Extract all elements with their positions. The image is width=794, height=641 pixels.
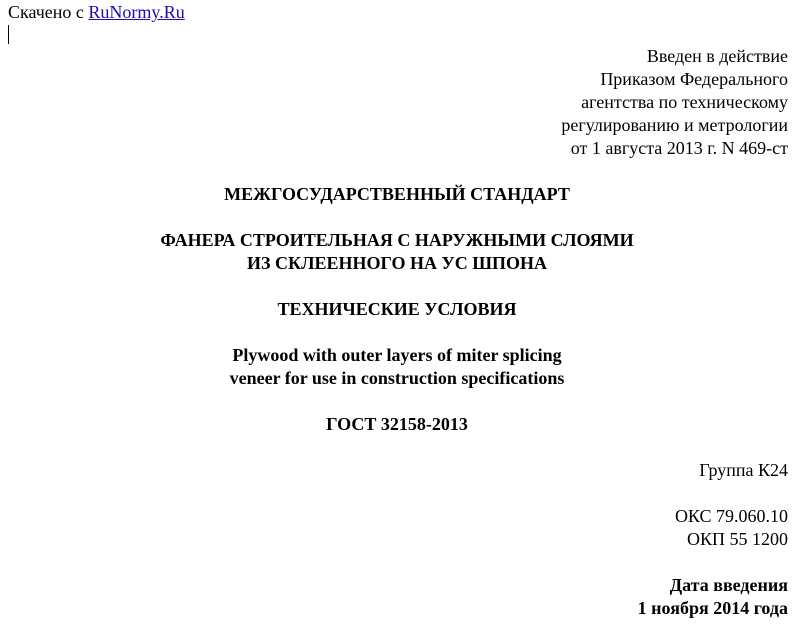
enactment-block: [561, 45, 788, 160]
text-cursor: [8, 25, 9, 44]
download-prefix: Скачено с: [8, 2, 89, 22]
document-subtitle: ТЕХНИЧЕСКИЕ УСЛОВИЯ: [277, 299, 517, 319]
document-title-line1: ФАНЕРА СТРОИТЕЛЬНАЯ С НАРУЖНЫМИ СЛОЯМИ: [160, 230, 634, 250]
enactment-line: агентства по техническому: [581, 92, 788, 112]
download-source-line: [8, 2, 185, 22]
standard-type: МЕЖГОСУДАРСТВЕННЫЙ СТАНДАРТ: [224, 184, 570, 204]
okp-code: ОКП 55 1200: [686, 529, 788, 549]
standard-code: ГОСТ 32158-2013: [326, 414, 468, 434]
enactment-line: Введен в действие: [646, 46, 788, 66]
source-link[interactable]: RuNormy.Ru: [88, 2, 185, 22]
enactment-line: от 1 августа 2013 г. N 469-ст: [570, 138, 788, 158]
effective-date-label: Дата введения: [669, 575, 788, 595]
effective-date-value: 1 ноября 2014 года: [637, 598, 788, 618]
english-title-line1: Plywood with outer layers of miter splicing: [232, 345, 562, 365]
effective-date-block: [638, 574, 788, 620]
document-title-line2: ИЗ СКЛЕЕННОГО НА УС ШПОНА: [247, 253, 547, 273]
english-title-line2: veneer for use in construction specifications: [229, 368, 565, 388]
enactment-line: Приказом Федерального: [600, 69, 788, 89]
enactment-line: регулированию и метрологии: [561, 115, 788, 135]
oks-code: ОКС 79.060.10: [674, 506, 788, 526]
group-code: Группа К24: [699, 460, 788, 480]
classification-block: [675, 505, 788, 551]
